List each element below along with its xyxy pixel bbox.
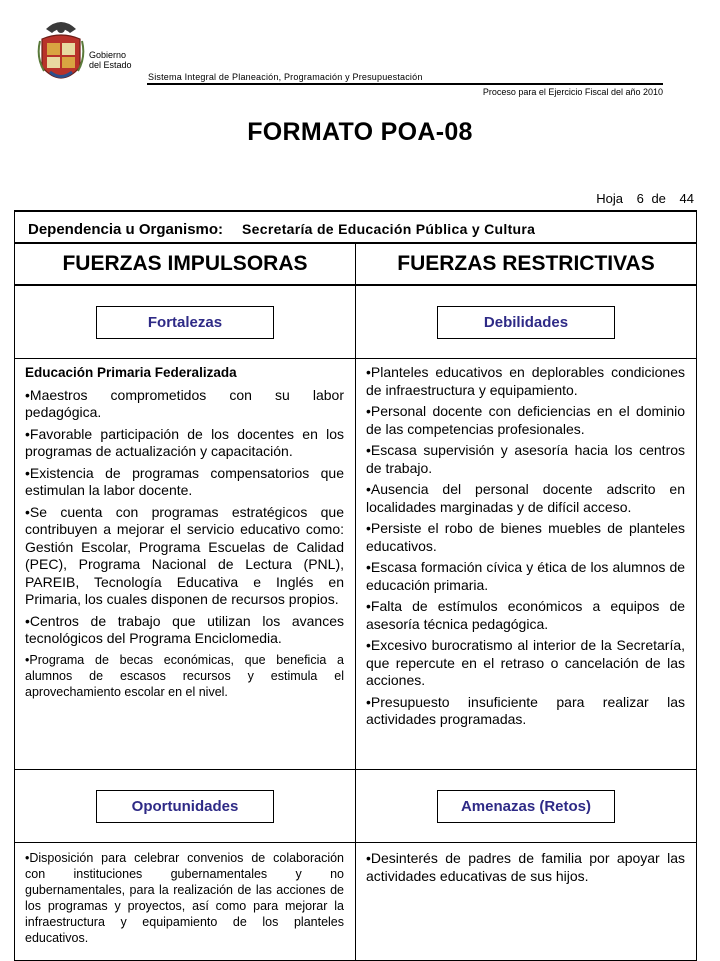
- list-item: •Escasa supervisión y asesoría hacia los centros de trabajo.: [366, 442, 686, 476]
- forces-header-row: [15, 243, 697, 285]
- weaknesses-box: Debilidades: [437, 306, 615, 339]
- document-title: FORMATO POA-08: [247, 118, 473, 146]
- opportunities-box: Oportunidades: [96, 790, 274, 823]
- threats-box: Amenazas (Retos): [437, 790, 615, 823]
- system-name: Sistema Integral de Planeación, Programación y Presupuestación: [148, 72, 423, 82]
- dependency-label: Dependencia u Organismo:: [28, 221, 224, 238]
- restraining-forces-header: FUERZAS RESTRICTIVAS: [356, 243, 697, 285]
- weaknesses-list: [356, 359, 697, 770]
- strengths-weaknesses-content-row: [15, 359, 697, 770]
- list-item: •Ausencia del personal docente adscrito en localidades marginadas y de difícil acceso.: [366, 481, 686, 515]
- list-item: •Desinterés de padres de familia por apoyar las actividades educativas de sus hijos.: [366, 850, 686, 884]
- opportunities-box-cell: [15, 770, 356, 843]
- dependency-row: [15, 211, 697, 243]
- sheet-total: 44: [679, 191, 694, 206]
- opportunities-list: [15, 843, 356, 961]
- list-item: •Presupuesto insuficiente para realizar las actividades programadas.: [366, 693, 686, 727]
- list-item: •Maestros comprometidos con su labor pedagógica.: [25, 386, 344, 420]
- list-item: •Personal docente con deficiencias en el dominio de las competencias profesionales.: [366, 403, 686, 437]
- list-item: •Excesivo burocratismo al interior de la Secretaría, que repercute en el retraso o cancelación de las acciones.: [366, 637, 686, 688]
- sheet-counter: [596, 191, 694, 206]
- strengths-box: Fortalezas: [96, 306, 274, 339]
- sheet-number: 6: [636, 191, 644, 206]
- list-item: •Existencia de programas compensatorios que estimulan la labor docente.: [25, 464, 344, 498]
- list-item: •Planteles educativos en deplorables condiciones de infraestructura y equipamiento.: [366, 364, 686, 398]
- government-label: Gobierno del Estado: [89, 50, 132, 70]
- strengths-box-cell: [15, 285, 356, 359]
- strengths-weaknesses-label-row: [15, 285, 697, 359]
- weaknesses-box-cell: [356, 285, 697, 359]
- list-item: •Persiste el robo de bienes muebles de planteles educativos.: [366, 520, 686, 554]
- list-item: •Disposición para celebrar convenios de colaboración con instituciones gubernamentales y no gubernamentales, para la realización de las acciones de los programas y proyectos, así como para mejorar la infraestructura y equipamiento de los planteles educativos.: [25, 851, 344, 945]
- list-item: •Favorable participación de los docentes en los programas de actualización y capacitación.: [25, 425, 344, 459]
- threats-list: [356, 843, 697, 961]
- threats-box-cell: [356, 770, 697, 843]
- opportunities-threats-content-row: [15, 843, 697, 961]
- list-item: •Se cuenta con programas estratégicos que contribuyen a mejorar el servicio educativo como: Gestión Escolar, Programa Escuelas de Calidad (PEC), Programa Nacional de Lectura (PNL), PAREIB, Tecnología Educativa e Inglés en Primaria, los cuales disponen de recursos propios.: [25, 503, 344, 607]
- sheet-of-label: de: [651, 191, 666, 206]
- strengths-list: [15, 359, 356, 770]
- process-label: Proceso para el Ejercicio Fiscal del año 2010: [482, 87, 663, 97]
- list-item: •Programa de becas económicas, que beneficia a alumnos de escasos recursos y estimula el aprovechamiento escolar en el nivel.: [25, 652, 344, 699]
- list-item: •Falta de estímulos económicos a equipos de asesoría técnica pedagógica.: [366, 598, 686, 632]
- driving-forces-header: FUERZAS IMPULSORAS: [15, 243, 356, 285]
- sheet-label: Hoja: [596, 191, 623, 206]
- state-seal-icon: [36, 17, 86, 93]
- dependency-cell: [15, 211, 697, 243]
- opportunities-threats-label-row: [15, 770, 697, 843]
- list-item: •Escasa formación cívica y ética de los alumnos de educación primaria.: [366, 559, 686, 593]
- strengths-subtitle: Educación Primaria Federalizada: [25, 365, 237, 380]
- list-item: •Centros de trabajo que utilizan los avances tecnológicos del Programa Enciclomedia.: [25, 612, 344, 646]
- dependency-value: Secretaría de Educación Pública y Cultura: [242, 221, 536, 237]
- swot-table: [14, 210, 696, 961]
- header-rule: [147, 83, 663, 85]
